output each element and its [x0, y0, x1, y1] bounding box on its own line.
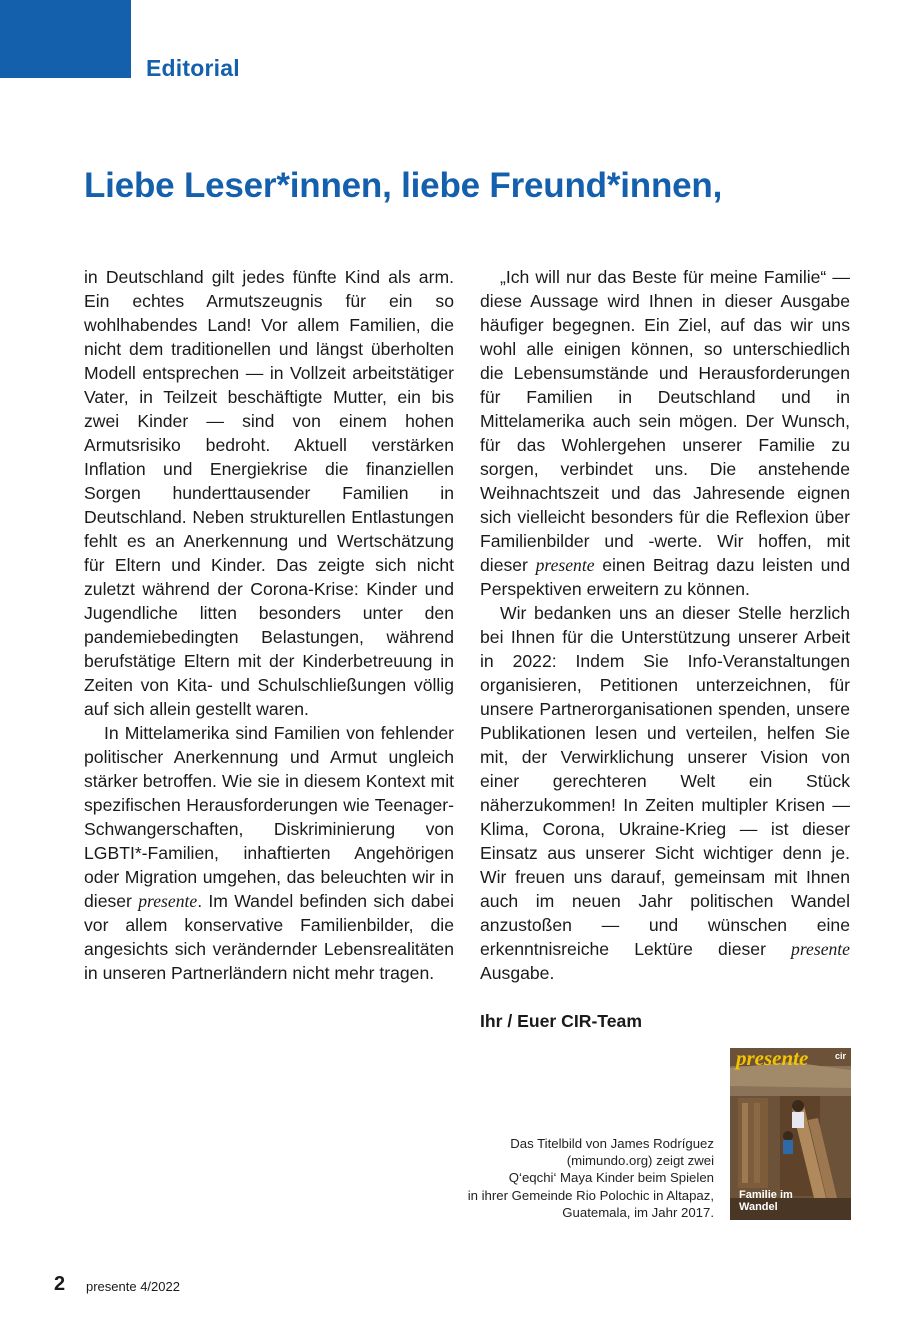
- cover-image-caption: [434, 1135, 714, 1221]
- cover-publisher-logo: cir: [834, 1051, 846, 1061]
- cover-logo: presente: [736, 1048, 809, 1070]
- cover-title-line: Wandel: [739, 1201, 778, 1213]
- paragraph-text: Wir bedanken uns an dieser Stelle herzlich bei Ihnen für die Unterstützung unserer Arbeit in 2022: Indem Sie Info-Veranstaltungen organisieren, Petitionen unterzeichnen, für unsere Partnerorganisationen spenden, unsere Publikationen lesen und verteilen, helfen Sie mit, der Verwirklichung unserer Vision von einer gerechteren Welt ein Stück näherzukommen! In Zeiten multipler Krisen — Klima, Corona, Ukraine-Krieg — ist dieser Einsatz aus unserer Sicht wichtiger denn je. Wir freuen uns darauf, gemeinsam mit Ihnen auch im neuen Jahr politischen Wandel anzustoßen — und wünschen eine erkenntnisreiche Lektüre dieser: [480, 603, 850, 959]
- text-column-right: [480, 265, 850, 1033]
- paragraph: [480, 265, 850, 601]
- caption-line: Guatemala, im Jahr 2017.: [562, 1204, 714, 1220]
- caption-line: Das Titelbild von James Rodríguez: [510, 1136, 714, 1151]
- issue-label: presente 4/2022: [86, 1279, 180, 1294]
- magazine-name: presente: [791, 939, 850, 959]
- paragraph-text: „Ich will nur das Beste für meine Familie“ — diese Aussage wird Ihnen in dieser Ausgabe häufiger begegnen. Ein Ziel, auf das wir uns wohl alle einigen können, so unterschiedlich die Lebensumstände und Herausforderungen für Familien in Deutschland und in Mittelamerika auch sein mögen. Der Wunsch, für das Wohlergehen unserer Familie zu sorgen, verbindet uns. Die anstehende Weihnachtszeit und das Jahresende eignen sich vielleicht besonders für die Reflexion über Familienbilder und -werte. Wir hoffen, mit dieser: [480, 267, 850, 575]
- magazine-name: presente: [535, 555, 595, 575]
- caption-line: in ihrer Gemeinde Rio Polochic in Altapaz,: [467, 1187, 714, 1203]
- caption-line: (mimundo.org) zeigt zwei: [566, 1153, 714, 1169]
- paragraph: [84, 721, 454, 985]
- paragraph: in Deutschland gilt jedes fünfte Kind als arm. Ein echtes Armutszeugnis für ein so wohlhabendes Land! Vor allem Familien, die nicht dem traditionellen und längst überholten Modell entsprechen — in Vollzeit arbeitstätiger Vater, in Teilzeit beschäftigte Mutter, ein bis zwei Kinder — sind von einem hohen Armutsrisiko bedroht. Aktuell verstärken Inflation und Energiekrise die finanziellen Sorgen hunderttausender Familien in Deutschland. Neben strukturellen Entlastungen fehlt es an Anerkennung und Wertschätzung für Eltern und Kinder. Das zeigte sich nicht zuletzt während der Corona-Krise: Kinder und Jugendliche litten besonders unter den pandemiebedingten Belastungen, während berufstätige Eltern mit der Kinderbetreuung in Zeiten von Kita- und Schulschließungen völlig auf sich allein gestellt waren.: [84, 267, 454, 719]
- paragraph-text: einen Beitrag dazu leisten und Perspektiven erweitern zu können.: [480, 555, 850, 599]
- text-column-left: [84, 265, 454, 985]
- corner-color-block: [0, 0, 131, 78]
- signature: Ihr / Euer CIR-Team: [480, 1011, 642, 1031]
- section-label: Editorial: [146, 55, 240, 81]
- caption-line: Q‘eqchi‘ Maya Kinder beim Spielen: [508, 1170, 714, 1186]
- magazine-cover-thumbnail: [730, 1048, 851, 1220]
- cover-title: [739, 1189, 819, 1213]
- page-number: 2: [54, 1273, 66, 1295]
- paragraph: [480, 601, 850, 985]
- paragraph-text: . Im Wandel befinden sich dabei vor allem konservative Familienbilder, die angesichts sich verändernder Lebensrealitäten in unseren Partnerländern nicht mehr tragen.: [84, 891, 454, 983]
- paragraph-text: In Mittelamerika sind Familien von fehlender politischer Anerkennung und Armut ungleich stärker betroffen. Wie sie in diesem Kontext mit spezifischen Herausforderungen wie Teenager-Schwangerschaften, Diskriminierung von LGBTI*-Familien, inhaftierten Angehörigen oder Migration umgehen, das beleuchten wir in dieser: [84, 723, 454, 911]
- magazine-name: presente: [138, 891, 198, 911]
- cover-title-line: Familie im: [739, 1189, 793, 1201]
- editorial-headline: Liebe Leser*innen, liebe Freund*innen,: [84, 166, 723, 205]
- paragraph-text: Ausgabe.: [480, 963, 555, 983]
